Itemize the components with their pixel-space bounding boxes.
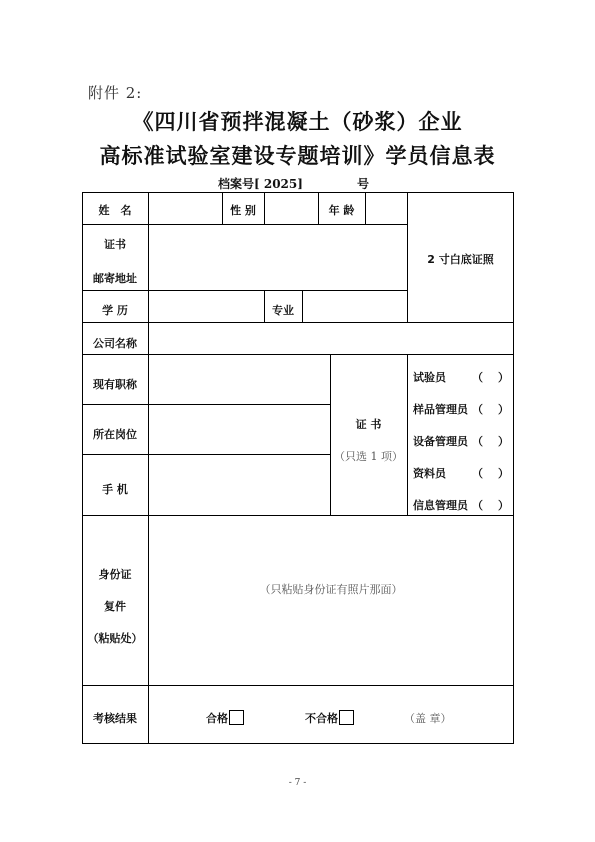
company-field[interactable]	[149, 323, 513, 354]
phone-field[interactable]	[149, 455, 330, 515]
cert-choice-open-paren: （	[472, 371, 483, 384]
cert-choice-open-paren: （	[472, 499, 483, 512]
file-number-suffix: 号	[357, 177, 370, 191]
cert-choice-close-paren: ）	[498, 499, 509, 512]
title-field[interactable]	[149, 355, 330, 404]
major-field[interactable]	[303, 291, 407, 322]
cert-address-field[interactable]	[149, 225, 407, 290]
fail-option[interactable]	[305, 710, 354, 726]
name-field[interactable]	[149, 192, 222, 224]
table-border-bottom	[82, 743, 514, 744]
cert-option-tester[interactable]: 试验员	[413, 371, 446, 384]
pass-label: 合格	[206, 712, 228, 725]
cert-choice-close-paren: ）	[498, 403, 509, 416]
cert-choice-close-paren: ）	[498, 467, 509, 480]
cert-option-records-clerk[interactable]: 资料员	[413, 467, 446, 480]
cert-choice-open-paren: （	[472, 467, 483, 480]
table-border-right	[513, 192, 514, 744]
phone-label: 手 机	[102, 483, 128, 496]
age-field[interactable]	[366, 192, 407, 224]
cert-address-label-line2: 邮寄地址	[93, 272, 137, 285]
education-label: 学 历	[102, 304, 128, 317]
cert-option-info-manager[interactable]: 信息管理员	[413, 499, 468, 512]
company-label: 公司名称	[93, 337, 137, 350]
table-line	[82, 685, 514, 686]
id-copy-label-line2: 复件	[104, 600, 126, 613]
gender-field[interactable]	[265, 192, 318, 224]
form-title-line-2: 高标准试验室建设专题培训》学员信息表	[99, 143, 496, 168]
photo-placeholder: 2 寸白底证照	[427, 253, 494, 266]
gender-label: 性 别	[230, 204, 256, 217]
file-number-label: 档案号[ 2025]	[218, 177, 303, 191]
id-copy-label-line1: 身份证	[98, 568, 132, 581]
education-field[interactable]	[149, 291, 264, 322]
form-title-line-1: 《四川省预拌混凝土（砂浆）企业	[132, 109, 463, 134]
age-label: 年 龄	[328, 204, 355, 217]
attachment-label: 附件 2:	[88, 84, 143, 102]
result-label: 考核结果	[93, 712, 137, 725]
table-line	[407, 354, 408, 516]
id-copy-area[interactable]	[149, 516, 513, 685]
pass-checkbox[interactable]	[229, 710, 244, 725]
pass-option[interactable]	[206, 710, 244, 726]
id-copy-label-line3: （粘贴处）	[87, 632, 143, 645]
title-label: 现有职称	[93, 378, 137, 391]
id-copy-note: （只粘贴身份证有照片那面）	[259, 583, 403, 596]
table-line	[330, 354, 331, 516]
cert-choice-close-paren: ）	[498, 435, 509, 448]
name-label: 姓 名	[98, 204, 132, 217]
position-label: 所在岗位	[93, 428, 137, 441]
fail-label: 不合格	[305, 712, 338, 725]
cert-option-sample-manager[interactable]: 样品管理员	[413, 403, 468, 416]
cert-choice-open-paren: （	[472, 403, 483, 416]
cert-option-equipment-manager[interactable]: 设备管理员	[413, 435, 468, 448]
cert-label: 证 书	[355, 418, 382, 431]
position-field[interactable]	[149, 405, 330, 454]
page-number: - 7 -	[288, 778, 307, 788]
cert-address-label-line1: 证书	[104, 238, 126, 251]
cert-note: （只选 1 项）	[334, 450, 403, 463]
fail-checkbox[interactable]	[339, 710, 354, 725]
cert-choice-open-paren: （	[472, 435, 483, 448]
cert-choice-close-paren: ）	[498, 371, 509, 384]
seal-label: （盖 章）	[404, 712, 452, 725]
major-label: 专业	[272, 304, 294, 317]
